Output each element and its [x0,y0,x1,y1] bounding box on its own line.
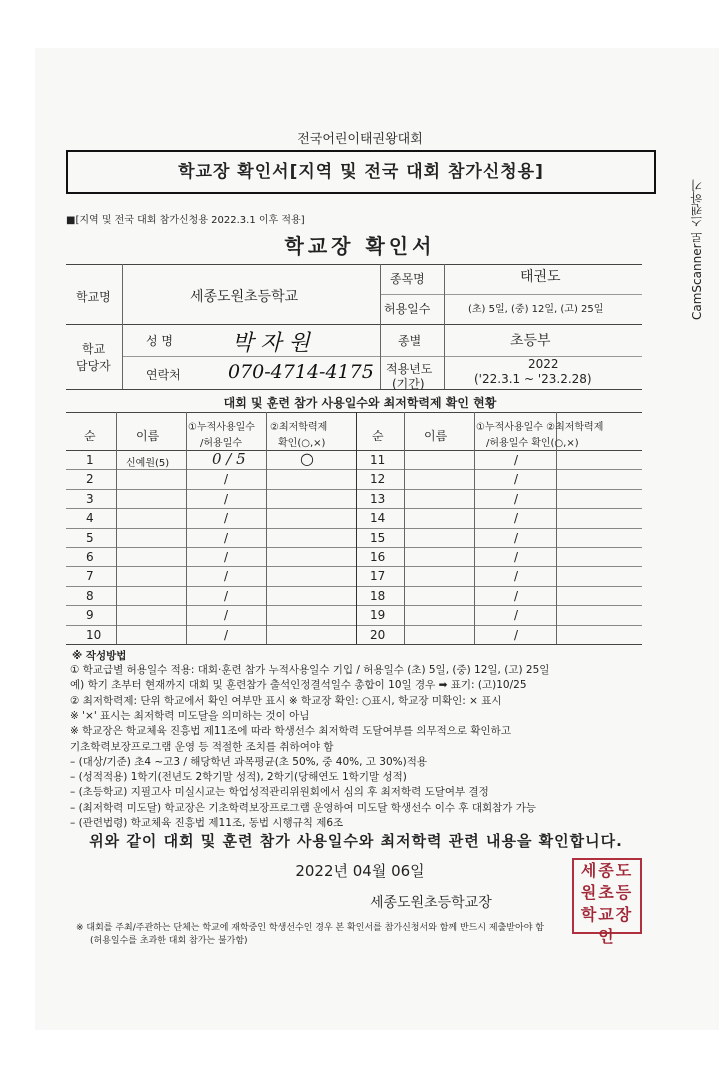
info-border-bottom [66,389,642,390]
year-value: 2022 [528,357,559,371]
table-divider [116,412,117,644]
allowed-days-label: 허용일수 [384,302,431,316]
row-number: 6 [86,550,94,564]
row-number: 12 [370,472,386,486]
category-value: 초등부 [510,333,551,349]
school-label: 학교명 [76,290,111,304]
official-seal: 세종도원초등학교장인 [572,858,642,934]
table-divider [266,412,267,644]
method-line: – (최저학력 미도달) 학교장은 기초학력보장프로그램 운영하여 미도달 학생선수 이수 후 대회참가 가능 [70,801,537,814]
section-title: 대회 및 훈련 참가 사용일수와 최저학력제 확인 현황 [223,396,497,410]
info-border-top [66,264,642,265]
year-label-line1: 적용년도 [386,362,433,376]
method-line: – (초등학교) 지필고사 미실시교는 학업성적관리위원회에서 심의 후 최저학력 도달여부 결정 [70,786,489,799]
info-divider [444,264,445,389]
row-number: 13 [370,492,386,506]
table-border-bottom [66,644,642,645]
header-days-right-2: /허용일수 확인(○,×) [486,438,579,449]
table-divider [186,412,187,644]
document-title: 학교장 확인서[지역 및 전국 대회 참가신청용] [66,150,656,194]
info-divider [122,356,642,357]
row-days: / [224,608,229,622]
method-line: – (대상/기준) 초4 ~고3 / 해당학년 과목평균(초 50%, 중 40%, 고 30%)적용 [70,755,427,768]
contact-handwritten: 070-4714-4175 [228,361,374,383]
method-line: ② 최저학력제: 단위 학교에서 확인 여부만 표시 ※ 학교장 확인: ○표시, 학교장 미확인: × 표시 [70,694,502,707]
sport-value: 태권도 [520,269,561,285]
year-label-line2: (기간) [392,377,425,391]
row-number: 18 [370,589,386,603]
method-line: ① 학교급별 허용일수 적용: 대회·훈련 참가 누적사용일수 기입 / 허용일수 (초) 5일, (중) 12일, (고) 25일 [70,664,550,676]
row-days: / [224,550,229,564]
name-handwritten: 박 자 원 [232,331,310,356]
info-divider [380,264,381,389]
row-number: 9 [86,608,94,622]
category-label: 종별 [398,334,422,348]
association-name: 전국어린이태권왕대회 [297,132,423,147]
row-number: 10 [86,628,102,642]
row-days: / [224,589,229,603]
row-min-check: ○ [300,449,314,468]
method-heading: ※ 작성방법 [72,650,127,662]
info-divider [380,294,642,295]
allowed-days-value: (초) 5일, (중) 12일, (고) 25일 [468,304,604,315]
confirmation-statement: 위와 같이 대회 및 훈련 참가 사용일수와 최저학력 관련 내용을 확인합니다. [89,832,623,850]
row-number: 5 [86,531,94,545]
footnote-line2: (허용일수를 초과한 대회 참가는 불가함) [90,936,248,946]
row-days: / [514,589,519,603]
row-number: 20 [370,628,386,642]
row-number: 15 [370,531,386,545]
header-no-right: 순 [372,429,384,443]
row-days: / [514,492,519,506]
table-divider [356,412,357,644]
row-days: / [224,472,229,486]
row-number: 2 [86,472,94,486]
method-line: – (성적적용) 1학기(전년도 2학기말 성적), 2학기(당해연도 1학기말 성적) [70,771,407,784]
method-line: – (관련법령) 학교체육 진흥법 제11조, 동법 시행규칙 제6조 [70,817,344,829]
scanner-watermark: CamScanner로 스캔하기 [690,179,704,320]
row-days: / [514,511,519,525]
header-min-left-2: 확인(○,×) [278,438,326,449]
method-line: 예) 학기 초부터 현재까지 대회 및 훈련참가 출석인정결석일수 총합이 10일 경우 ➡ 표기: (고)10/25 [70,679,527,692]
applicability-note: ■[지역 및 전국 대회 참가신청용 2022.3.1 이후 적용] [66,215,305,226]
row-number: 16 [370,550,386,564]
year-period: ('22.3.1 ~ '23.2.28) [474,372,592,386]
header-days-left-1: ①누적사용일수 [188,422,255,433]
footnote-line1: ※ 대회를 주최/주관하는 단체는 학교에 재학중인 학생선수인 경우 본 확인서를 참가신청서와 함께 반드시 제출받아야 함 [76,923,544,933]
row-number: 7 [86,569,94,583]
row-number: 1 [86,453,94,467]
row-days: / [514,453,519,467]
row-number: 8 [86,589,94,603]
row-number: 4 [86,511,94,525]
main-title: 학교장 확인서 [284,234,436,258]
header-min-left-1: ②최저학력제 [270,422,328,433]
header-no-left: 순 [84,429,96,443]
row-days: / [224,531,229,545]
header-days-left-2: /허용일수 [200,438,243,449]
contact-label: 연락처 [146,368,181,382]
header-name-left: 이름 [136,429,160,443]
row-days: / [224,511,229,525]
row-days: / [514,472,519,486]
name-label: 성 명 [146,334,173,348]
row-number: 14 [370,511,386,525]
row-days: / [514,531,519,545]
manager-label-line2: 담당자 [76,359,111,373]
row-days: / [514,550,519,564]
header-days-right-1: ①누적사용일수 ②최저학력제 [476,422,604,433]
row-number: 17 [370,569,386,583]
school-name: 세종도원초등학교 [190,289,299,305]
row-number: 3 [86,492,94,506]
row-days: / [514,569,519,583]
row-name: 신예원(5) [126,458,170,469]
info-divider [122,264,123,389]
row-days: 0 / 5 [212,450,246,468]
header-name-right: 이름 [424,429,448,443]
method-line: ※ '×' 표시는 최저학력 미도달을 의미하는 것이 아님 [70,709,310,722]
row-days: / [514,628,519,642]
method-line: 기초학력보장프로그램 운영 등 적절한 조치를 취하여야 함 [70,740,334,753]
manager-label-line1: 학교 [82,342,106,356]
table-divider [404,412,405,644]
row-number: 19 [370,608,386,622]
row-days: / [224,628,229,642]
signer-name: 세종도원초등학교장 [370,895,492,911]
row-days: / [514,608,519,622]
row-days: / [224,569,229,583]
method-line: ※ 학교장은 학교체육 진흥법 제11조에 따라 학생선수 최저학력 도달여부를 의무적으로 확인하고 [70,725,511,738]
row-days: / [224,492,229,506]
info-divider [66,324,642,325]
row-number: 11 [370,453,386,467]
table-divider [474,412,475,644]
sport-label: 종목명 [390,272,425,286]
issue-date: 2022년 04월 06일 [295,862,425,880]
